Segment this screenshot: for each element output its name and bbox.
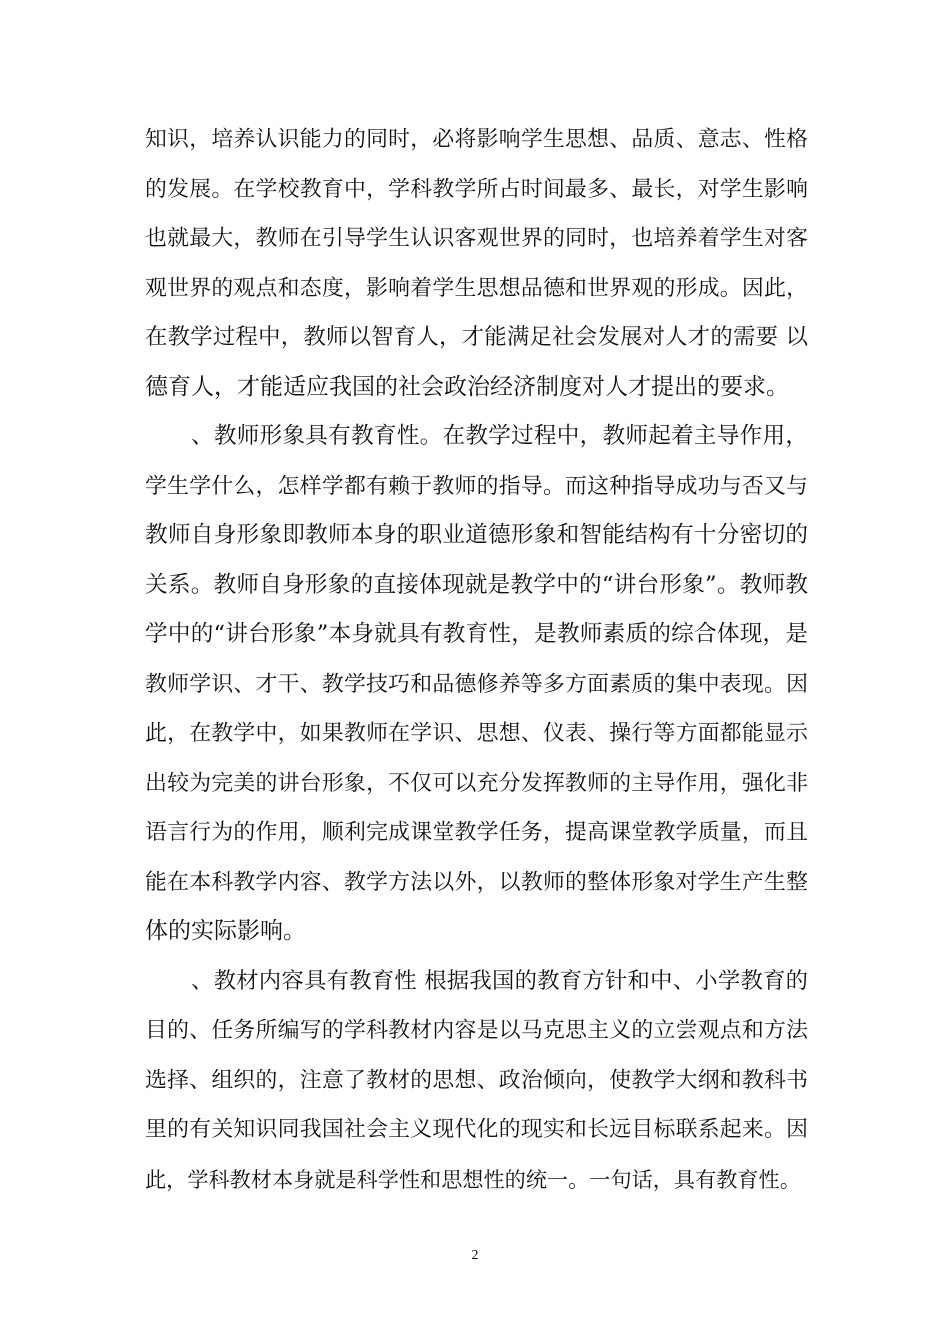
text-line: 、教师形象具有教育性。在教学过程中，教师起着主导作用， [191, 423, 808, 449]
text-line: 的发展。在学校教育中，学科教学所占时间最多、最长，对学生影响 [145, 176, 808, 202]
text-line: 教师自身形象即教师本身的职业道德形象和智能结构有十分密切的 [145, 522, 808, 548]
paragraph-2 [145, 412, 808, 957]
text-line: 出较为完美的讲台形象，不仅可以充分发挥教师的主导作用，强化非 [145, 770, 808, 796]
text-line: 目的、任务所编写的学科教材内容是以马克思主义的立尝观点和方法 [145, 1018, 808, 1043]
text-line: 能在本科教学内容、教学方法以外，以教师的整体形象对学生产生整 [145, 869, 808, 895]
text-line: 此，在教学中，如果教师在学识、思想、仪表、操行等方面都能显示 [145, 721, 808, 746]
text-line: 教师学识、才干、教学技巧和品德修养等多方面素质的集中表现。因 [145, 671, 808, 697]
paragraph-3 [145, 957, 808, 1205]
body-text [145, 115, 808, 1204]
text-line: 知识，培养认识能力的同时，必将影响学生思想、品质、意志、性格 [145, 127, 808, 152]
text-line: 、教材内容具有教育性 根据我国的教育方针和中、小学教育的 [191, 967, 808, 994]
text-line: 此，学科教材本身就是科学性和思想性的统一。一句话，具有教育性。 [145, 1166, 801, 1192]
text-line: 也就最大，教师在引导学生认识客观世界的同时，也培养着学生对客 [145, 226, 808, 251]
text-line: 学中的“讲台形象”本身就具有教育性，是教师素质的综合体现，是 [145, 621, 808, 647]
page-number: 2 [471, 1248, 479, 1263]
text-line: 语言行为的作用，顺利完成课堂教学任务，提高课堂教学质量，而且 [145, 820, 808, 845]
text-line: 观世界的观点和态度，影响着学生思想品德和世界观的形成。因此， [145, 275, 808, 301]
paragraph-1 [145, 115, 808, 412]
text-line: 在教学过程中，教师以智育人，才能满足社会发展对人才的需要 以 [145, 324, 808, 350]
text-line: 选择、组织的，注意了教材的思想、政治倾向，使教学大纲和教科书 [145, 1067, 808, 1093]
text-line: 里的有关知识同我国社会主义现代化的现实和长远目标联系起来。因 [145, 1117, 808, 1142]
text-line: 德育人，才能适应我国的社会政治经济制度对人才提出的要求。 [145, 373, 789, 400]
text-line: 关系。教师自身形象的直接体现就是教学中的“讲台形象”。教师教 [145, 571, 808, 598]
text-line: 学生学什么，怎样学都有赖于教师的指导。而这种指导成功与否又与 [145, 473, 808, 499]
text-line: 体的实际影响。 [145, 918, 306, 944]
